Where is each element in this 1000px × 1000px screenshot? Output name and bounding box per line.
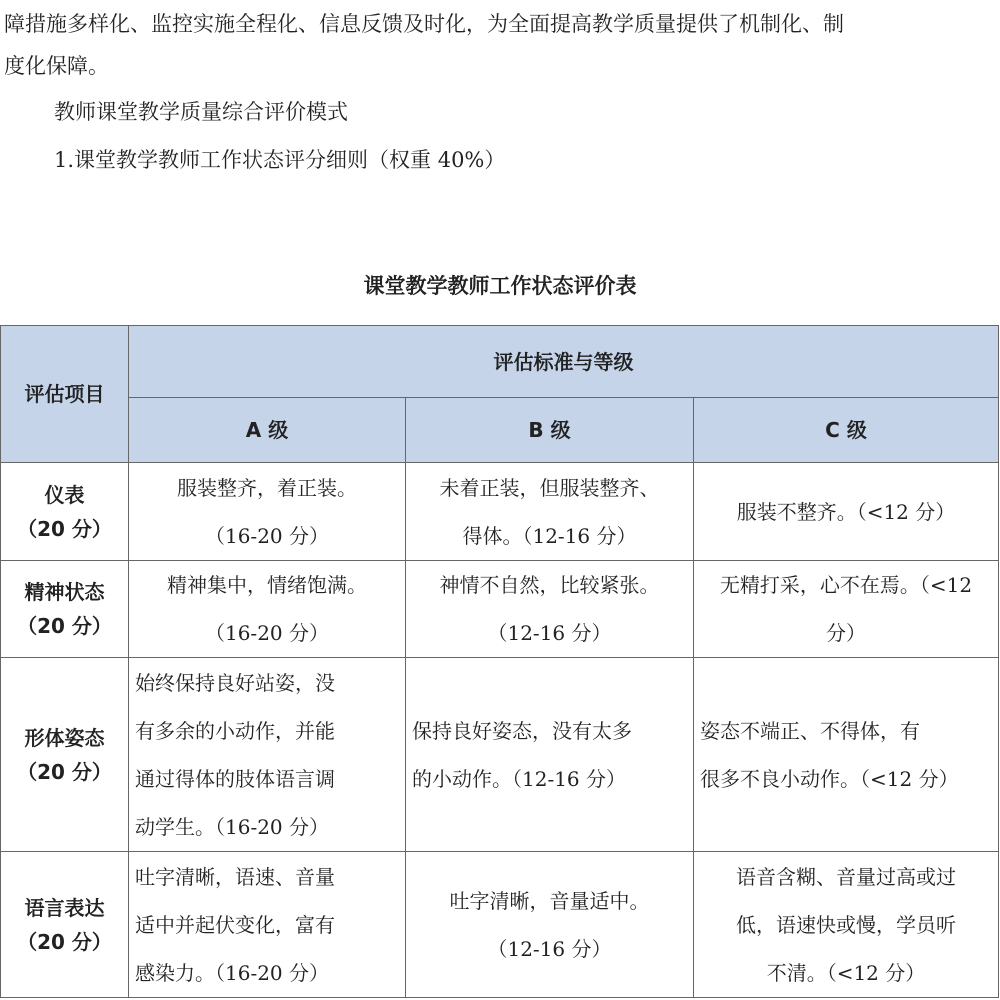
grade-a-cell: 吐字清晰，语速、音量 适中并起伏变化，富有 感染力。（16-20 分） [129, 852, 406, 998]
grade-b-cell: 未着正装，但服装整齐、 得体。（12-16 分） [406, 463, 694, 561]
item-cell: 语言表达 （20 分） [1, 852, 129, 998]
table-row [1, 852, 999, 998]
subsection-heading: 1.课堂教学教师工作状态评分细则（权重 40%） [54, 148, 506, 172]
grade-a-cell: 始终保持良好站姿，没 有多余的小动作，并能 通过得体的肢体语言调 动学生。（16-20 分） [129, 658, 406, 852]
grade-c-cell: 服装不整齐。（<12 分） [694, 463, 999, 561]
grade-b-cell: 神情不自然，比较紧张。 （12-16 分） [406, 561, 694, 658]
body-paragraph: 障措施多样化、监控实施全程化、信息反馈及时化，为全面提高教学质量提供了机制化、制 [4, 12, 844, 36]
grade-b-cell: 吐字清晰，音量适中。 （12-16 分） [406, 852, 694, 998]
grade-c-cell: 语音含糊、音量过高或过 低，语速快或慢，学员听 不清。（<12 分） [694, 852, 999, 998]
table-caption: 课堂教学教师工作状态评价表 [363, 274, 637, 298]
grade-a-cell: 服装整齐，着正装。 （16-20 分） [129, 463, 406, 561]
header-grade-c: C 级 [694, 398, 999, 463]
header-item: 评估项目 [1, 326, 129, 463]
grade-a-cell: 精神集中，情绪饱满。 （16-20 分） [129, 561, 406, 658]
item-cell: 形体姿态 （20 分） [1, 658, 129, 852]
body-paragraph: 度化保障。 [4, 54, 109, 78]
header-grade-b: B 级 [406, 398, 694, 463]
header-grade-a: A 级 [129, 398, 406, 463]
item-cell: 仪表 （20 分） [1, 463, 129, 561]
section-heading: 教师课堂教学质量综合评价模式 [54, 100, 348, 124]
table-row [1, 463, 999, 561]
header-group: 评估标准与等级 [129, 326, 999, 398]
evaluation-table [0, 325, 999, 998]
grade-c-cell: 姿态不端正、不得体，有 很多不良小动作。（<12 分） [694, 658, 999, 852]
grade-c-cell: 无精打采，心不在焉。（<12 分） [694, 561, 999, 658]
table-row [1, 561, 999, 658]
grade-b-cell: 保持良好姿态，没有太多 的小动作。（12-16 分） [406, 658, 694, 852]
table-row [1, 658, 999, 852]
item-cell: 精神状态 （20 分） [1, 561, 129, 658]
